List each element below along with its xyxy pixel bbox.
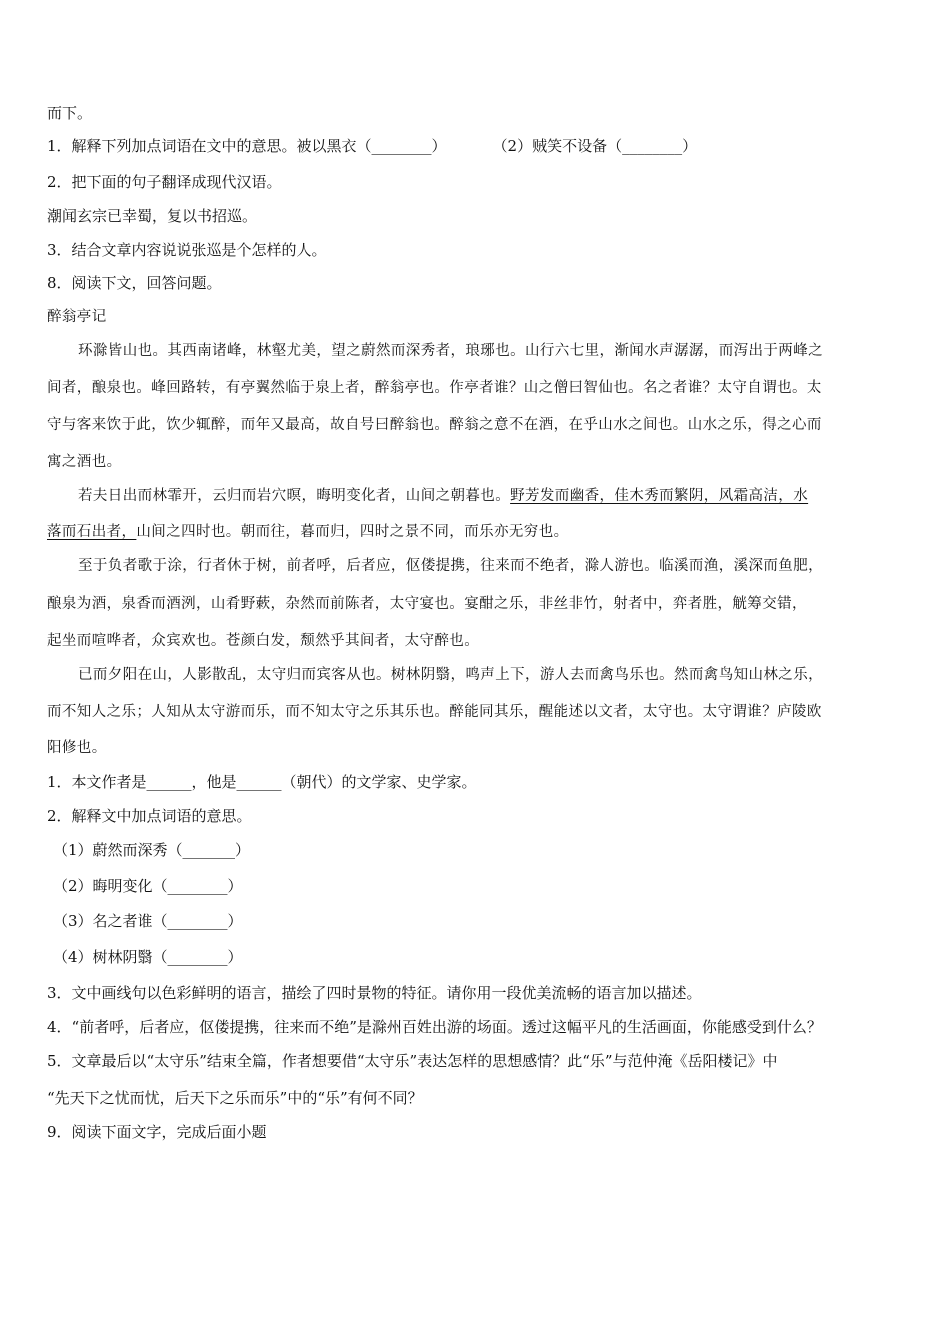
question-1-part-2: （2）贼笑不设备（________）	[492, 137, 698, 155]
passage-p2-line	[78, 486, 808, 506]
question-3: 3．文中画线句以色彩鲜明的语言，描绘了四时景物的特征。请你用一段优美流畅的语言加以描述。	[47, 984, 702, 1002]
passage-p3-line: 酿泉为酒，泉香而酒洌，山肴野蔌，杂然而前陈者，太守宴也。宴酣之乐，非丝非竹，射者中，弈者胜，觥筹交错，	[47, 596, 807, 612]
passage-p1-line: 守与客来饮于此，饮少辄醉，而年又最高，故自号曰醉翁也。醉翁之意不在酒，在乎山水之间也。山水之乐，得之心而	[47, 417, 822, 433]
passage-p3-line: 至于负者歌于涂，行者休于树，前者呼，后者应，伛偻提携，往来而不绝者，滁人游也。临溪而渔，溪深而鱼肥，	[78, 558, 823, 574]
section-9-heading: 9．阅读下面文字，完成后面小题	[47, 1123, 267, 1141]
translation-sentence: 潮闻玄宗已幸蜀，复以书招巡。	[47, 207, 258, 225]
question-5: 5．文章最后以“太守乐”结束全篇，作者想要借“太守乐”表达怎样的思想感情？此“乐”与范仲淹《岳阳楼记》中	[47, 1052, 778, 1070]
question-2: 2．把下面的句子翻译成现代汉语。	[47, 173, 282, 191]
question-2: 2．解释文中加点词语的意思。	[47, 807, 252, 825]
passage-p4-line: 已而夕阳在山，人影散乱，太守归而宾客从也。树林阴翳，鸣声上下，游人去而禽鸟乐也。然而禽鸟知山林之乐，	[78, 667, 823, 683]
passage-p1-line: 间者，酿泉也。峰回路转，有亭翼然临于泉上者，醉翁亭也。作亭者谁？山之僧曰智仙也。名之者谁？太守自谓也。太	[47, 380, 822, 396]
question-1: 1．本文作者是______，他是______（朝代）的文学家、史学家。	[47, 773, 477, 791]
passage-p3-line: 起坐而喧哗者，众宾欢也。苍颜白发，颓然乎其间者，太守醉也。	[47, 633, 480, 649]
question-1-part-1: 1．解释下列加点词语在文中的意思。被以黑衣（________）	[47, 137, 447, 155]
sub-question: （4）树林阴翳（________）	[53, 948, 243, 966]
passage-p4-line: 阳修也。	[47, 740, 107, 756]
passage-p1-line: 环滁皆山也。其西南诸峰，林壑尤美，望之蔚然而深秀者，琅琊也。山行六七里，渐闻水声潺潺，而泻出于两峰之	[78, 343, 823, 359]
section-8-heading: 8．阅读下文，回答问题。	[47, 274, 222, 292]
passage-p1-line: 寓之酒也。	[47, 454, 122, 470]
question-5-continued: “先天下之忧而忧，后天下之乐而乐”中的“乐”有何不同？	[47, 1089, 423, 1107]
passage-p2-line	[47, 522, 569, 542]
question-4: 4．“前者呼，后者应，伛偻提携，往来而不绝”是滁州百姓出游的场面。透过这幅平凡的生活画面，你能感受到什么？	[47, 1018, 822, 1036]
question-3: 3．结合文章内容说说张巡是个怎样的人。	[47, 241, 327, 259]
passage-text: 山间之四时也。朝而往，暮而归，四时之景不同，而乐亦无穷也。	[136, 524, 569, 540]
sub-question: （1）蔚然而深秀（_______）	[53, 841, 251, 859]
passage-title: 醉翁亭记	[47, 309, 107, 325]
underlined-sentence: 野芳发而幽香，佳木秀而繁阴，风霜高洁，水	[510, 488, 809, 504]
question-1-line	[47, 136, 697, 156]
sub-question: （3）名之者谁（________）	[53, 912, 243, 930]
sub-question: （2）晦明变化（________）	[53, 877, 243, 895]
text-line: 而下。	[47, 104, 93, 122]
passage-text: 若夫日出而林霏开，云归而岩穴暝，晦明变化者，山间之朝暮也。	[78, 488, 511, 504]
underlined-sentence: 落而石出者，	[47, 524, 137, 540]
passage-p4-line: 而不知人之乐；人知从太守游而乐，而不知太守之乐其乐也。醉能同其乐，醒能述以文者，太守也。太守谓谁？庐陵欧	[47, 704, 822, 720]
